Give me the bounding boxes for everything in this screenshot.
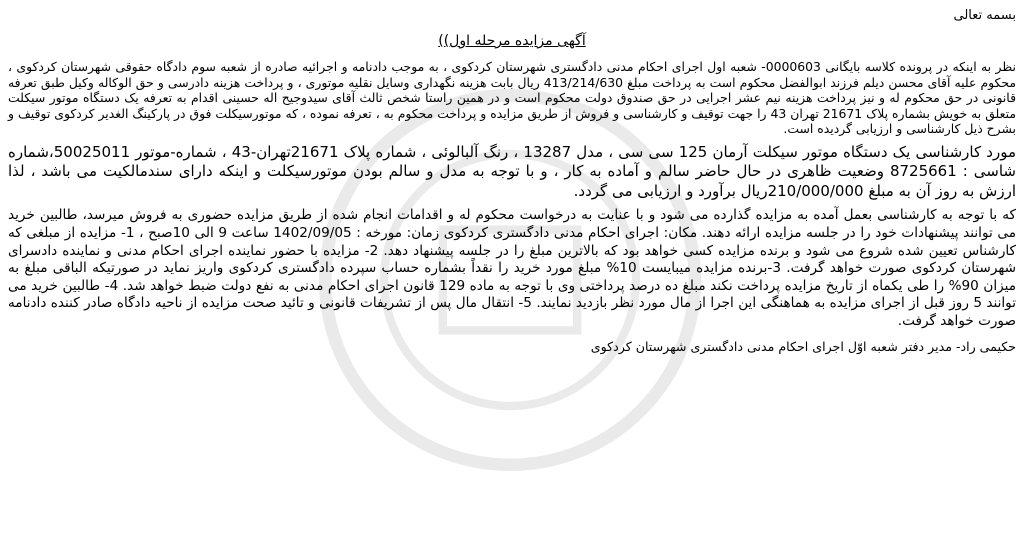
bismillah-heading: بسمه تعالی [953, 8, 1016, 23]
signature-line: حکیمی راد- مدیر دفتر شعبه اوّل اجرای احکام مدنی دادگستری شهرستان کردکوی [590, 338, 1016, 354]
notice-title [8, 33, 1016, 49]
auction-terms-paragraph: که با توجه به کارشناسی بعمل آمده به مزایده گذارده می شود و با عنایت به درخواست محکوم له و اقدامات انجام شده از طریق مزایده حضوری به فروش میرسد، طالبین خرید می توانند پیشنهادات خود را در جلسه مزایده ارائه دهند. مکان: اجرای احکام مدنی دادگستری کردکوی زمان: مورخه : 1402/09/05 ساعت 9 الی 10صبح ، 1- مزایده از مبلغی که کارشناس تعیین شده شروع می شود و برنده مزایده کسی خواهد بود که بالاترین مبلغ را در جلسه پیشنهاد دهد. 2- مزایده با حضور نماینده اجرای احکام مدنی و نماینده دادسرای شهرستان کردکوی صورت خواهد گرفت. 3-برنده مزایده میبایست 10% مبلغ مورد خرید را نقداً بشماره حساب سپرده دادگستری کردکوی واریز نماید در صورتیکه الباقی مبلغ به میزان 90% را طی یکماه از تاریخ مزایده پرداخت نکند مبلغ ده درصد پرداختی وی با توجه به ماده 129 قانون اجرای احکام مدنی به نفع دولت ضبط خواهد شد. 4- طالبین خرید می توانند 5 روز قبل از اجرای مزایده به هماهنگی این اجرا از مال مورد نظر بازدید نمایند. 5- انتقال مال پس از تشریفات قانونی و تائید صحت مزایده از ناحیه دادگاه صادر کننده دادنامه صورت خواهد گرفت. [8, 207, 1017, 330]
appraisal-paragraph: مورد کارشناسی یک دستگاه موتور سیکلت آرمان 125 سی سی ، مدل 13287 ، رنگ آلبالوئی ، شماره پلاک 21671تهران-43 ، شماره-موتور 50025011،شماره شاسی : 8725661 وضعیت ظاهری در حال حاضر سالم و آماده به کار ، و با توجه به مدل و سالم بودن موتورسیکلت و اینکه دارای سندمالکیت می باشد ، لذا ارزش به روز آن به مبلغ 210/000/000ریال برآورد و ارزیابی می گردد. [8, 142, 1016, 200]
case-paragraph: نظر به اینکه در پرونده کلاسه بایگانی 0000603- شعبه اول اجرای احکام مدنی دادگستری شهرستان کردکوی ، به موجب دادنامه و اجرائیه صادره از شعبه سوم دادگاه حقوقی شهرستان کردکوی ، محکوم علیه آقای محسن دیلم فرزند ابوالفضل محکوم است به پرداخت مبلغ 413/214/630 ریال بابت هزینه نگهداری وسایل نقلیه موتوری ، و پرداخت هزینه دادرسی و حق الوکاله وکیل طبق تعرفه قانونی در حق محکوم له و نیز پرداخت هزینه نیم عشر اجرایی در حق صندوق دولت محکوم است و در همین راستا شخص ثالث آقای سیدوجیح اله حسینی اقدام به تعرفه یک دستگاه موتور سیکلت متعلق به خویش بشماره پلاک 21671 تهران 43 را جهت توقیف و کارشناسی و فروش از طریق مزایده و پرداخت محکوم به ، تعرفه نموده ، که موتورسیکلت فوق در پارکینگ الغدیر کردکوی توقیف و بشرح ذیل کارشناسی و ارزیابی گردیده است. [8, 59, 1016, 137]
notice-title-text: آگهی مزایده مرحله اول)) [438, 33, 586, 49]
